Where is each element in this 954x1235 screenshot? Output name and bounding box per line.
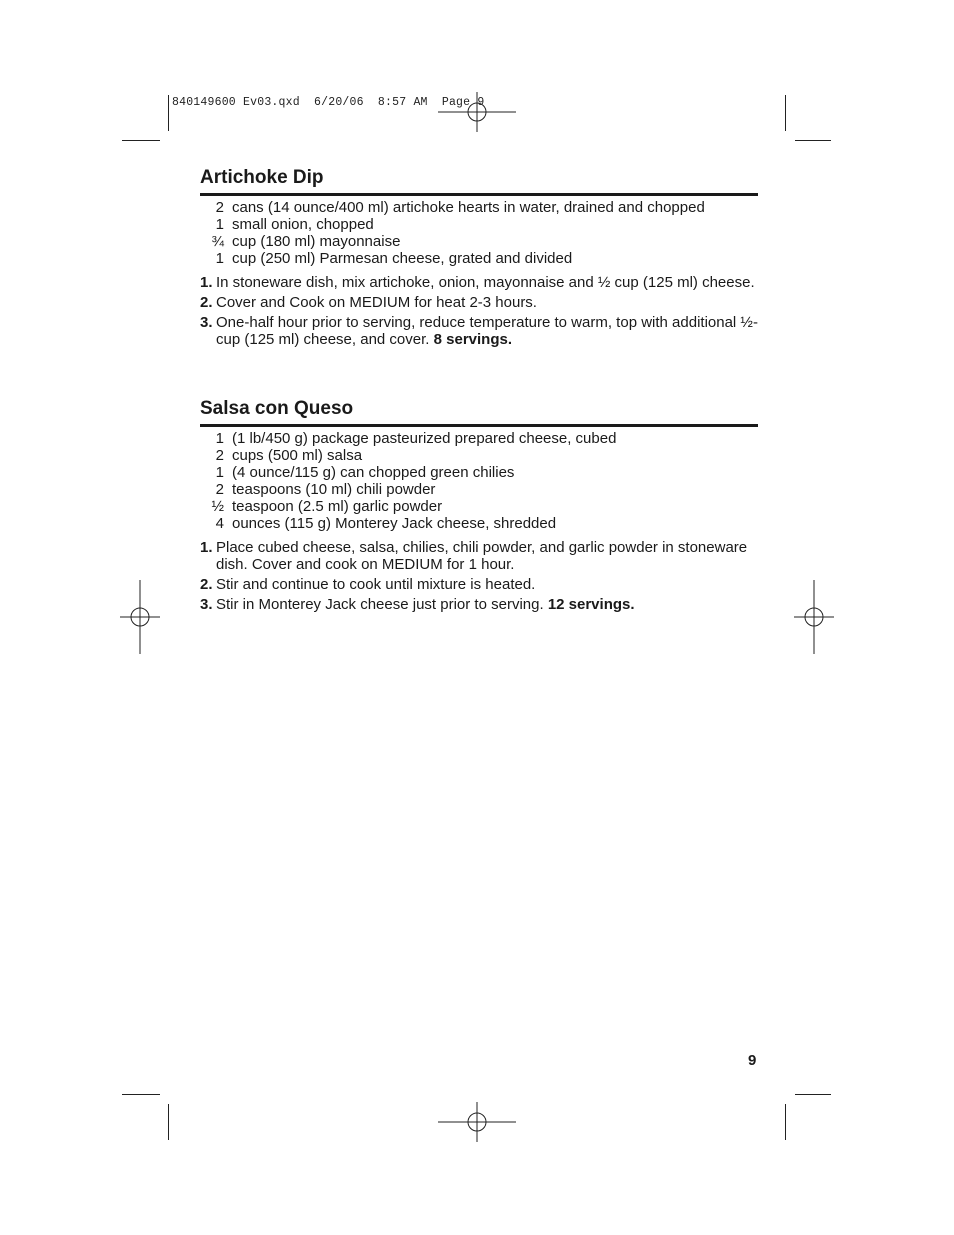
- page-number: 9: [748, 1052, 757, 1069]
- ingredient-list: [200, 430, 758, 532]
- recipe-title: Artichoke Dip: [200, 166, 758, 196]
- servings: 8 servings.: [433, 331, 513, 348]
- ingredient-item: 4 ounces (115 g) Monterey Jack cheese, shredded: [215, 515, 557, 532]
- step-item: 3. Stir in Monterey Jack cheese just prior to serving. 12 servings.: [200, 596, 635, 613]
- registration-mark-right: [794, 580, 834, 654]
- ingredient-item: ¾ cup (180 ml) mayonnaise: [211, 233, 401, 250]
- recipe-salsa-con-queso: [200, 397, 758, 616]
- recipe-artichoke-dip: [200, 166, 758, 351]
- step-item: 2. Cover and Cook on MEDIUM for heat 2-3 hours.: [200, 294, 537, 311]
- slug-line: 840149600 Ev03.qxd 6/20/06 8:57 AM Page 9: [172, 96, 485, 109]
- crop-mark: [122, 140, 160, 141]
- recipe-title: Salsa con Queso: [200, 397, 758, 427]
- crop-mark: [785, 95, 786, 131]
- ingredient-item: 2 cups (500 ml) salsa: [215, 447, 363, 464]
- crop-mark: [122, 1094, 160, 1095]
- step-list: [200, 274, 758, 348]
- registration-mark-left: [120, 580, 160, 654]
- registration-mark-top: [438, 92, 516, 132]
- step-list: [200, 539, 758, 613]
- step-item: 2. Stir and continue to cook until mixture is heated.: [200, 576, 536, 593]
- ingredient-item: 1 (4 ounce/115 g) can chopped green chilies: [215, 464, 515, 481]
- step-item: 1. Place cubed cheese, salsa, chilies, chili powder, and garlic powder in stoneware dish. Cover and cook on MEDIUM for 1 hour.: [200, 539, 748, 573]
- ingredient-item: ½ teaspoon (2.5 ml) garlic powder: [211, 498, 443, 515]
- ingredient-item: 1 small onion, chopped: [215, 216, 374, 233]
- crop-mark: [795, 140, 831, 141]
- step-item: 1. In stoneware dish, mix artichoke, onion, mayonnaise and ½ cup (125 ml) cheese.: [200, 274, 755, 291]
- ingredient-item: 1 cup (250 ml) Parmesan cheese, grated and divided: [215, 250, 573, 267]
- crop-mark: [168, 95, 169, 131]
- ingredient-list: [200, 199, 758, 267]
- crop-mark: [168, 1104, 169, 1140]
- step-item: 3. One-half hour prior to serving, reduce temperature to warm, top with additional ½-cup (125 ml) cheese, and cover. 8 servings.: [200, 314, 758, 348]
- registration-mark-bottom: [438, 1102, 516, 1142]
- crop-mark: [795, 1094, 831, 1095]
- ingredient-item: 2 teaspoons (10 ml) chili powder: [215, 481, 436, 498]
- ingredient-item: 1 (1 lb/450 g) package pasteurized prepared cheese, cubed: [215, 430, 617, 447]
- crop-mark: [785, 1104, 786, 1140]
- ingredient-item: 2 cans (14 ounce/400 ml) artichoke hearts in water, drained and chopped: [215, 199, 705, 216]
- servings: 12 servings.: [547, 596, 635, 613]
